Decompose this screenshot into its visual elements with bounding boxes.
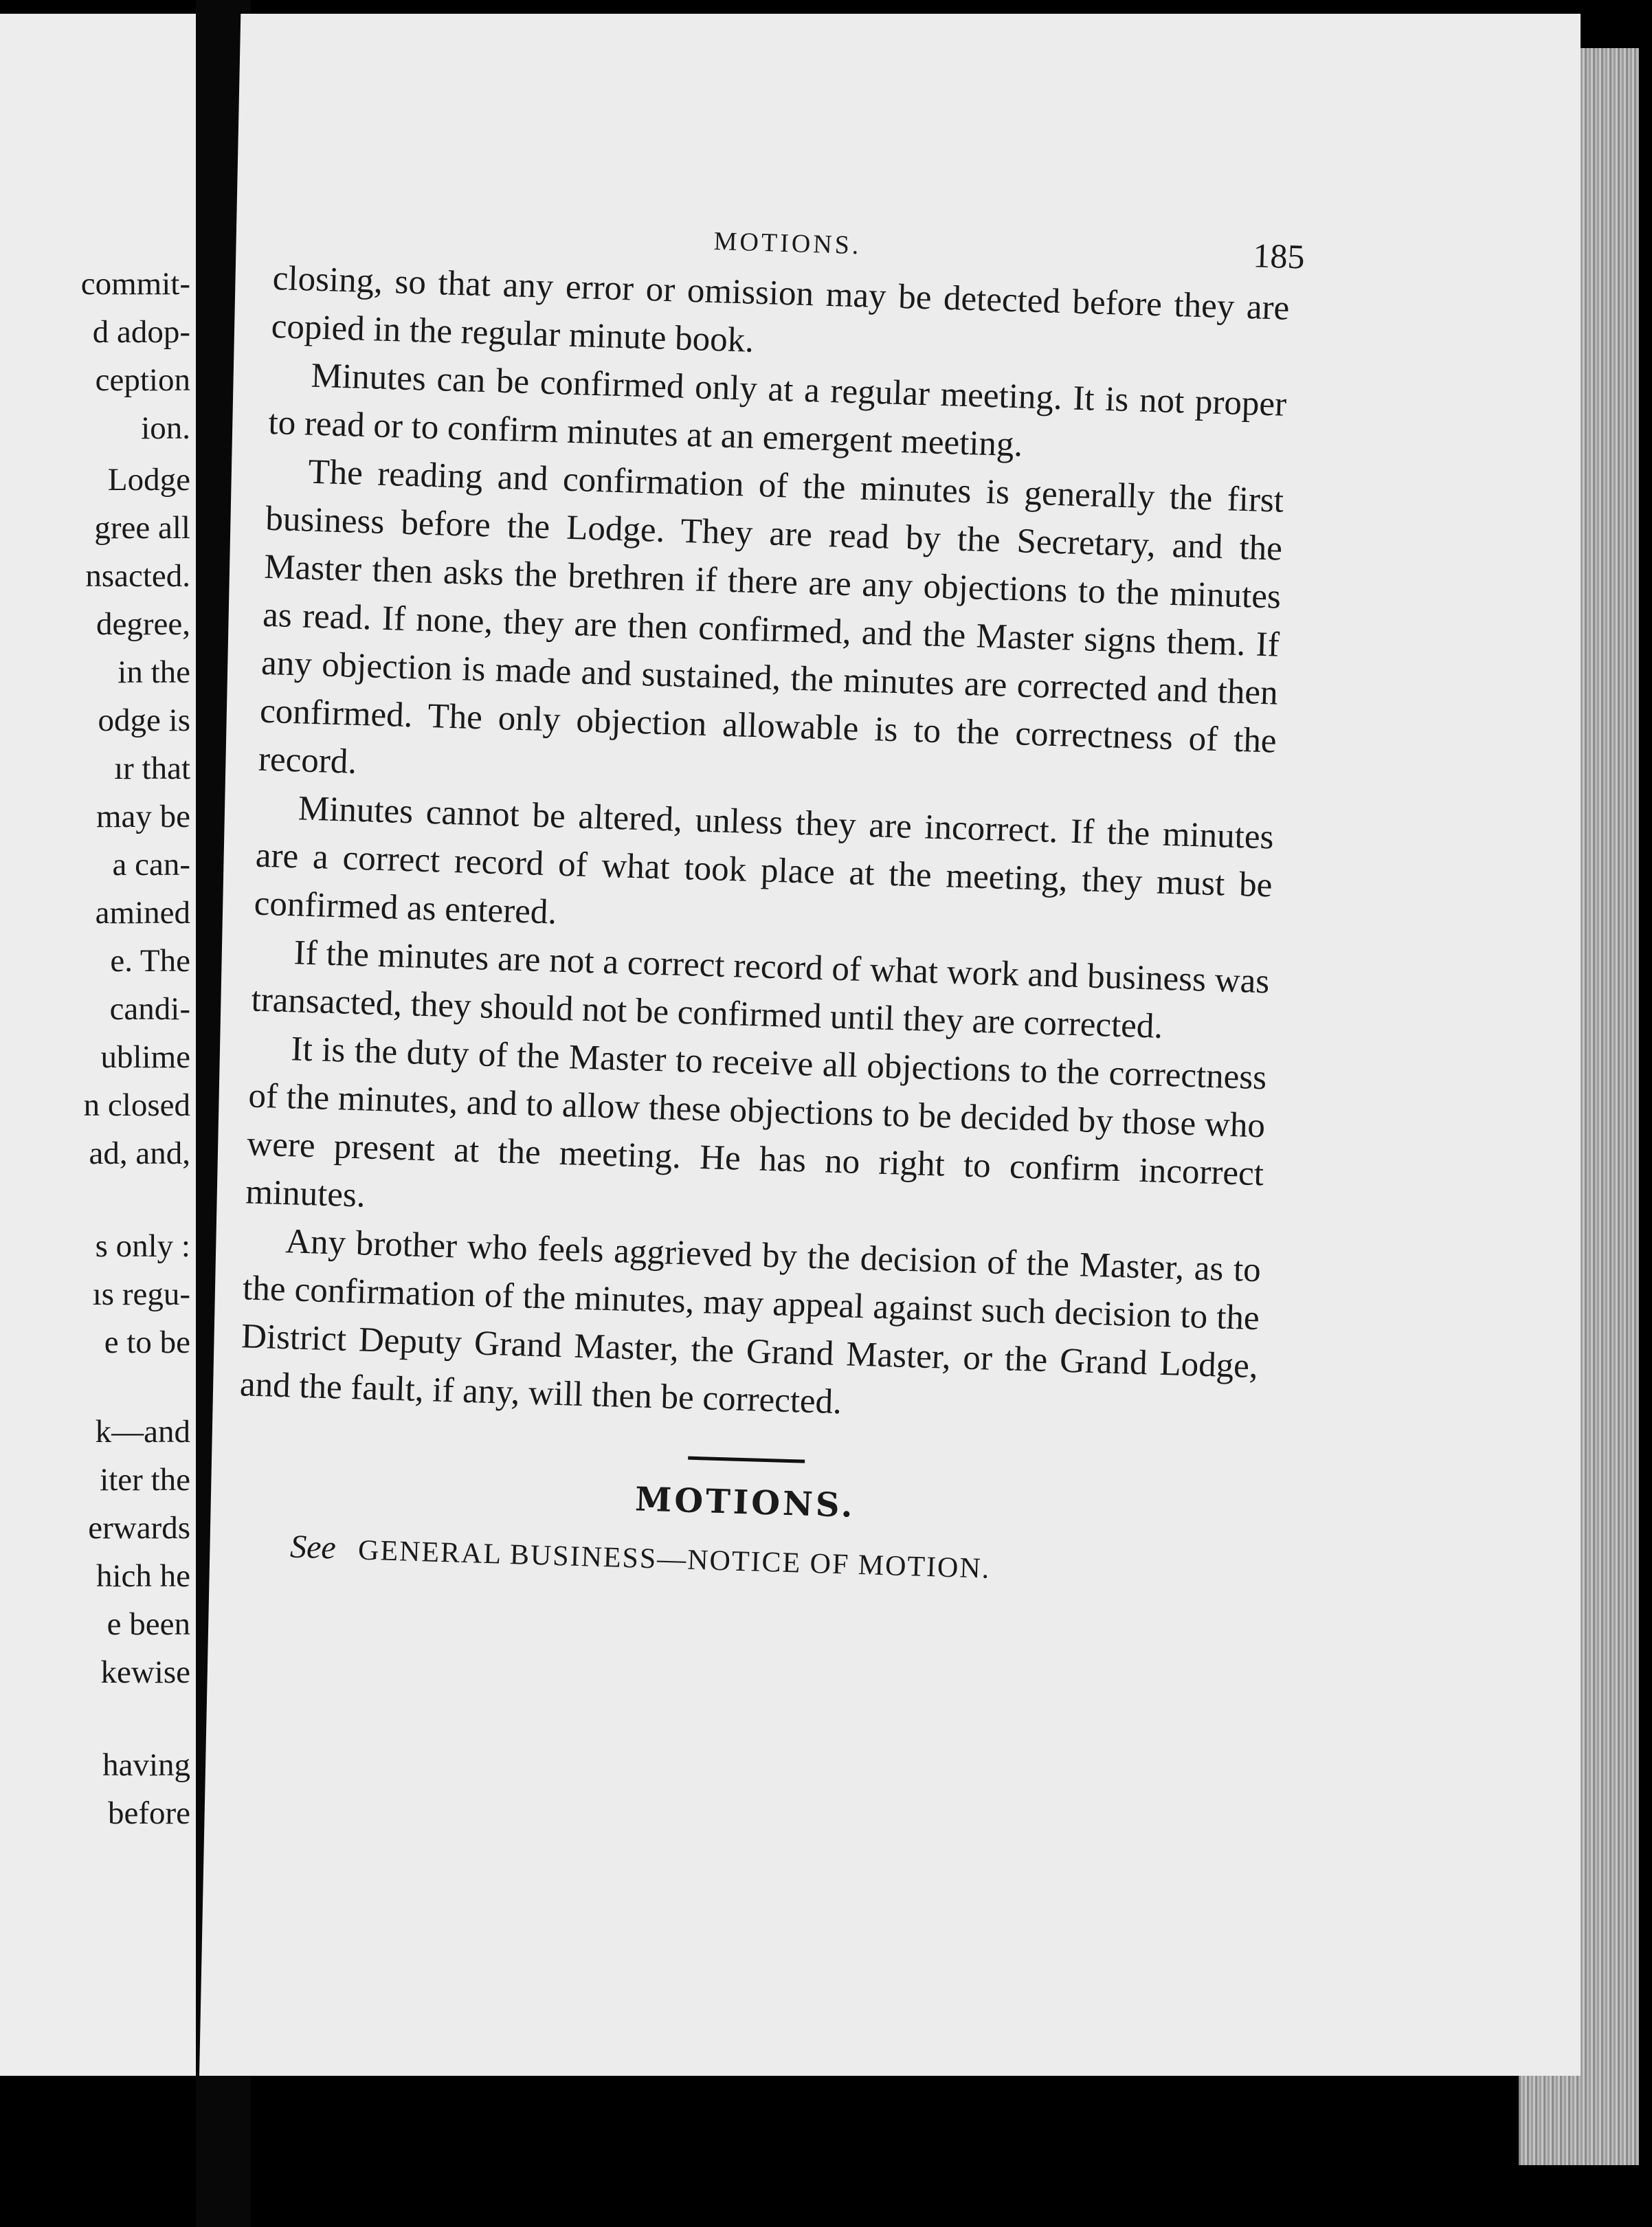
left-page-line: iter the bbox=[100, 1462, 190, 1498]
left-page-line: a can- bbox=[112, 847, 190, 883]
left-page-line: erwards bbox=[88, 1510, 190, 1546]
running-title: MOTIONS. bbox=[713, 226, 862, 261]
left-page-line: commit- bbox=[80, 266, 190, 302]
left-page-line: amined bbox=[95, 895, 190, 931]
section-divider bbox=[688, 1456, 805, 1463]
paragraph: The reading and confirmation of the minutes is generally the first business before the Lodge. They are read by the Secretary, and the Master then asks the brethren if there are any objections to the minutes as read. If none, they are then confirmed, and the Master signs them. If any objection is made and sustained, the minutes are corrected and then confirmed. The only objection allowable is to the correctness of the record. bbox=[258, 452, 1284, 782]
left-page-line: ion. bbox=[141, 410, 190, 446]
paragraph: Minutes can be confirmed only at a regular meeting. It is not proper to read or to confirm minutes at an emergent meeting. bbox=[267, 356, 1287, 465]
paragraph: closing, so that any error or omission may be detected before they are copied in the regular minute book. bbox=[270, 258, 1291, 360]
left-page-line: ıs regu- bbox=[92, 1276, 190, 1312]
left-page-line: Lodge bbox=[107, 462, 190, 498]
left-page-line: odge is bbox=[98, 702, 190, 738]
paragraph: Minutes cannot be altered, unless they are incorrect. If the minutes are a correct record of what took place at the meeting, they must be confirmed as entered. bbox=[254, 789, 1275, 932]
see-reference: GENERAL BUSINESS—NOTICE OF MOTION. bbox=[357, 1534, 991, 1585]
left-page-line: ublime bbox=[100, 1039, 190, 1075]
left-page-line: s only : bbox=[95, 1228, 190, 1264]
page-content bbox=[234, 206, 1306, 1594]
left-page-line: n closed bbox=[83, 1087, 190, 1123]
left-page-line: degree, bbox=[96, 606, 190, 642]
left-page-line: candi- bbox=[109, 991, 190, 1027]
left-page-line: in the bbox=[118, 654, 190, 690]
see-label: See bbox=[289, 1528, 337, 1566]
paragraph: It is the duty of the Master to receive all objections to the correctness of the minutes, and to allow these objections to be decided by those who were present at the meeting. He has no right to confirm incorrect minutes. bbox=[245, 1030, 1267, 1215]
left-page-line: hich he bbox=[96, 1558, 190, 1594]
previous-page-fragment bbox=[0, 14, 196, 2076]
left-page-line: having bbox=[102, 1747, 190, 1783]
left-page-line: kewise bbox=[100, 1654, 190, 1690]
left-page-line: d adop- bbox=[92, 314, 190, 350]
paragraph: Any brother who feels aggrieved by the decision of the Master, as to the confirmation of the minutes, may appeal against such decision to the District Deputy Grand Master, the Grand Master, or the Grand Lodge, and the fault, if any, will then be corrected. bbox=[239, 1222, 1262, 1422]
section-heading: MOTIONS. bbox=[634, 1480, 856, 1525]
left-page-line: k—and bbox=[95, 1414, 190, 1450]
left-page-line: nsacted. bbox=[85, 558, 190, 594]
left-page-line: gree all bbox=[94, 510, 190, 546]
left-page-line: ır that bbox=[114, 751, 190, 786]
left-page-line: ception bbox=[95, 362, 190, 398]
left-page-line: ad, and, bbox=[89, 1135, 190, 1171]
left-page-line: may be bbox=[96, 799, 190, 834]
left-page-line: e. The bbox=[110, 943, 190, 979]
left-page-line: e been bbox=[107, 1606, 190, 1642]
paragraph: If the minutes are not a correct record of what work and business was transacted, they should not be confirmed until they are corrected. bbox=[250, 933, 1270, 1046]
left-page-line: before bbox=[107, 1795, 190, 1831]
left-page-line: e to be bbox=[104, 1325, 190, 1360]
page-number: 185 bbox=[1252, 236, 1306, 276]
